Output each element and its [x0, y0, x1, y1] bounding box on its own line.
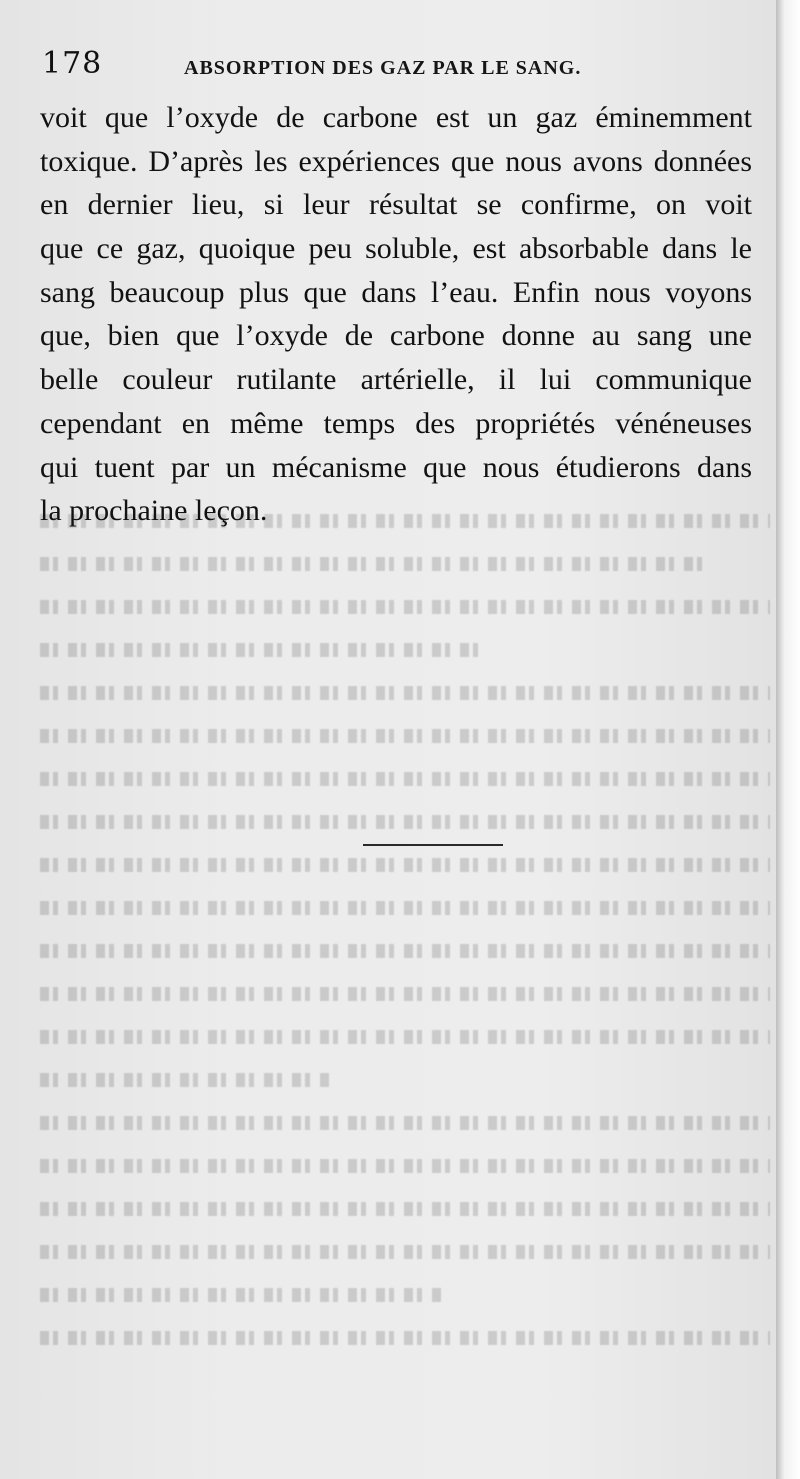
- text-line: toxique. D’après les expériences que nous avons données: [40, 144, 752, 178]
- text-line: que, bien que l’oxyde de carbone donne au sang une: [40, 319, 752, 353]
- running-title: ABSORPTION DES GAZ PAR LE SANG.: [184, 57, 582, 79]
- body-text: [40, 96, 752, 533]
- text-line: la prochaine leçon.: [40, 494, 268, 528]
- text-line: qui tuent par un mécanisme que nous étudierons dans: [40, 450, 752, 484]
- text-line: cependant en même temps des propriétés vénéneuses: [40, 406, 752, 440]
- show-through-text: [40, 500, 770, 1400]
- text-line: belle couleur rutilante artérielle, il lui communique: [40, 363, 752, 397]
- text-line: sang beaucoup plus que dans l’eau. Enfin nous voyons: [40, 275, 752, 309]
- text-line: voit que l’oxyde de carbone est un gaz éminemment: [40, 101, 752, 134]
- text-line: en dernier lieu, si leur résultat se confirme, on voit: [40, 188, 752, 222]
- section-rule: [363, 844, 503, 846]
- text-line: que ce gaz, quoique peu soluble, est absorbable dans le: [40, 232, 752, 266]
- page-edge: [776, 0, 800, 1479]
- page-number: 178: [42, 46, 103, 81]
- page-header: [40, 40, 740, 90]
